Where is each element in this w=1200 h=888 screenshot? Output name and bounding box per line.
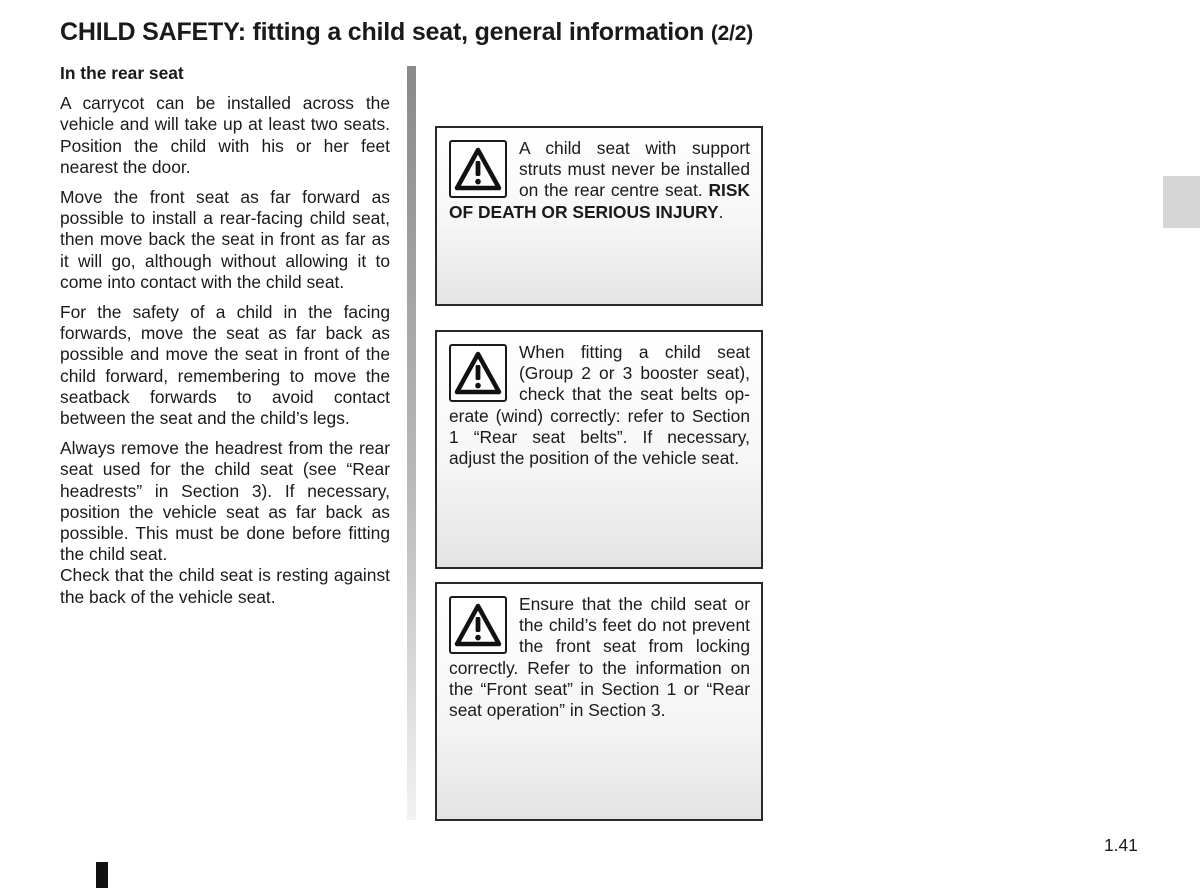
- section-side-tab: [1163, 176, 1200, 228]
- warning-triangle-icon: [449, 140, 507, 198]
- paragraph-rear-facing: Move the front seat as far forward as possible to install a rear-facing child seat, then move back the seat in front as far as it will go, although without allowing it to come into contact with the child seat.: [60, 187, 390, 292]
- warning-emphasis: RISK OF DEATH OR SERIOUS INJURY: [449, 180, 750, 222]
- paragraph-facing-forwards: For the safety of a child in the facing forwards, move the seat as far back as possible and move the seat in front of the child forward, remembering to move the seatback forwards to avoid contact between the seat and the child’s legs.: [60, 302, 390, 429]
- paragraph-carrycot: A carrycot can be installed across the vehicle and will take up at least two seats. Position the child with his or her feet nearest the door.: [60, 93, 390, 177]
- paragraph-headrest: Always remove the headrest from the rear seat used for the child seat (see “Rear headrests” in Section 3). If necessary, position the vehicle seat as far back as possible. This must be done before fitting the child seat.: [60, 438, 390, 565]
- warning-text-tail: .: [718, 201, 724, 222]
- page-number: 1.41: [1104, 835, 1138, 855]
- section-heading: In the rear seat: [60, 63, 184, 83]
- page-title: [60, 18, 753, 47]
- warning-triangle-icon: [449, 344, 507, 402]
- page-edge-marker: [96, 862, 108, 888]
- warning-text-front-seat-locking: Ensure that the child seat or the child’s feet do not prevent the front seat from locking correctly. Refer to the information on the “Front seat” in Section 1 or “Rear seat operation” in Section 3.: [449, 594, 750, 721]
- paragraph-check-resting: Check that the child seat is resting against the back of the vehicle seat.: [60, 565, 390, 607]
- warning-text-support-struts: A child seat with support struts must never be installed on the rear centre seat.: [519, 138, 750, 201]
- page-title-text: CHILD SAFETY: fitting a child seat, general information: [60, 18, 705, 46]
- warning-triangle-icon: [449, 596, 507, 654]
- warning-box-support-struts: [435, 126, 763, 306]
- warning-box-front-seat-locking: [435, 582, 763, 821]
- left-column: [60, 63, 390, 617]
- warning-box-seat-belts: [435, 330, 763, 569]
- warning-text-seat-belts: When fitting a child seat (Group 2 or 3 booster seat), check that the seat belts operate (wind) correctly: refer to Section 1 “Rear seat belts”. If necessary, adjust the position of the vehicle seat.: [449, 342, 750, 469]
- page-part-indicator: (2/2): [710, 22, 754, 45]
- column-divider-bar: [407, 66, 416, 820]
